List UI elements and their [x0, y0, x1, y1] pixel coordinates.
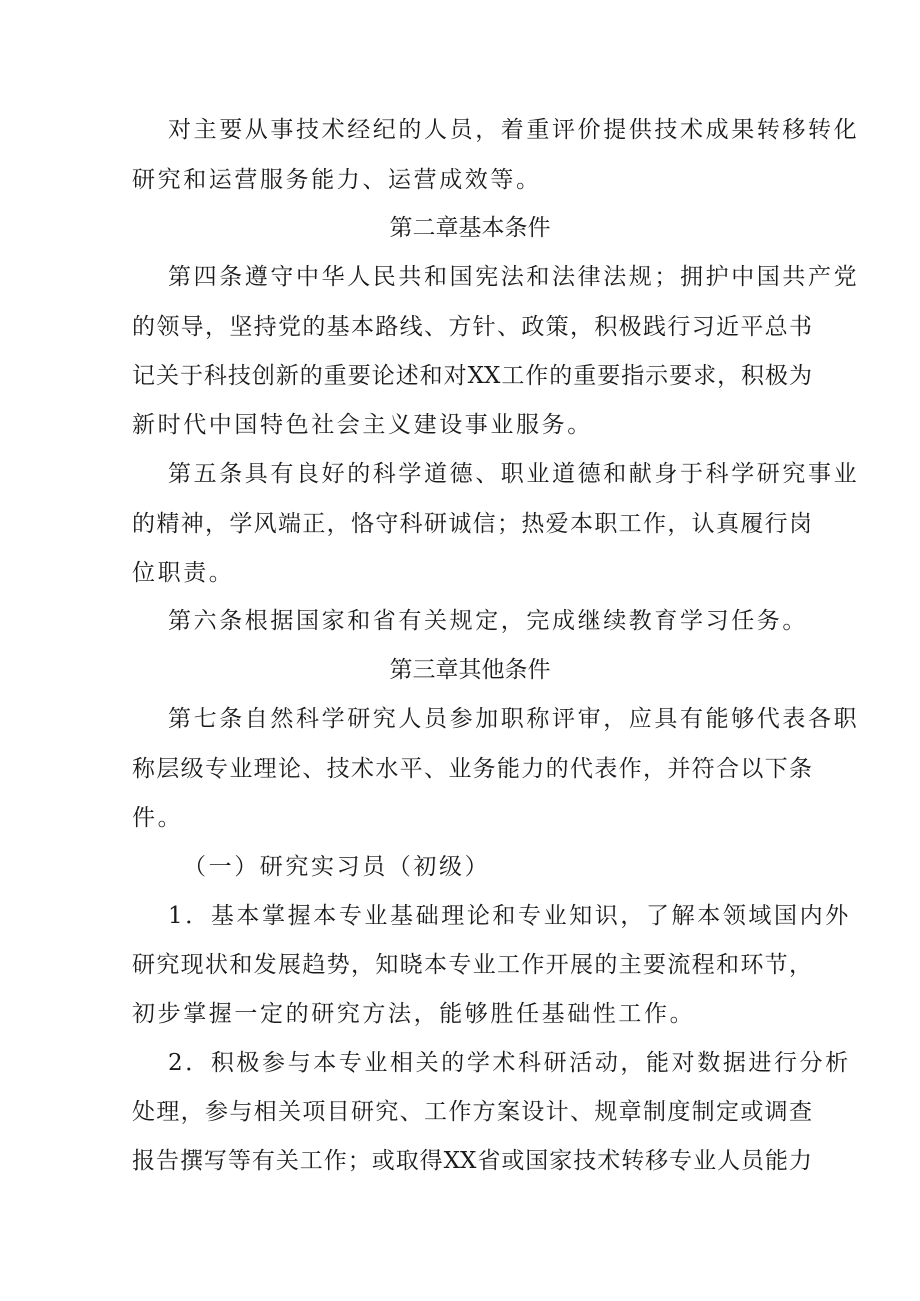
paragraph-line: 对主要从事技术经纪的人员，着重评价提供技术成果转移转化 — [168, 117, 860, 143]
paragraph-line: 第六条根据国家和省有关规定，完成继续教育学习任务。 — [168, 608, 808, 634]
paragraph-line: 称层级专业理论、技术水平、业务能力的代表作，并符合以下条 — [132, 756, 812, 782]
section-subheading: （一）研究实习员（初级） — [183, 854, 491, 880]
paragraph-line: 的领导，坚持党的基本路线、方针、政策，积极践行习近平总书 — [132, 314, 812, 340]
paragraph-line: 1．基本掌握本专业基础理论和专业知识，了解本领域国内外 — [168, 903, 851, 929]
paragraph-line: 记关于科技创新的重要论述和对XX工作的重要指示要求，积极为 — [132, 363, 812, 389]
paragraph-line: 新时代中国特色社会主义建设事业服务。 — [132, 412, 593, 438]
paragraph-line: 第五条具有良好的科学道德、职业道德和献身于科学研究事业 — [168, 461, 860, 487]
paragraph-line: 第四条遵守中华人民共和国宪法和法律法规；拥护中国共产党 — [168, 264, 860, 290]
paragraph-line: 第七条自然科学研究人员参加职称评审，应具有能够代表各职 — [168, 706, 860, 732]
paragraph-line: 研究和运营服务能力、运营成效等。 — [132, 167, 542, 193]
paragraph-line: 研究现状和发展趋势，知晓本专业工作开展的主要流程和环节， — [132, 952, 812, 978]
paragraph-line: 件。 — [132, 805, 184, 831]
chapter-heading: 第二章基本条件 — [389, 215, 551, 241]
paragraph-line: 报告撰写等有关工作；或取得XX省或国家技术转移专业人员能力 — [132, 1148, 812, 1174]
chapter-heading: 第三章其他条件 — [389, 657, 551, 683]
paragraph-line: 初步掌握一定的研究方法，能够胜任基础性工作。 — [132, 1001, 696, 1027]
paragraph-line: 的精神，学风端正，恪守科研诚信；热爱本职工作，认真履行岗 — [132, 511, 812, 537]
paragraph-line: 位职责。 — [132, 560, 235, 586]
paragraph-line: 处理，参与相关项目研究、工作方案设计、规章制度制定或调查 — [132, 1099, 812, 1125]
paragraph-line: 2．积极参与本专业相关的学术科研活动，能对数据进行分析 — [168, 1050, 851, 1076]
